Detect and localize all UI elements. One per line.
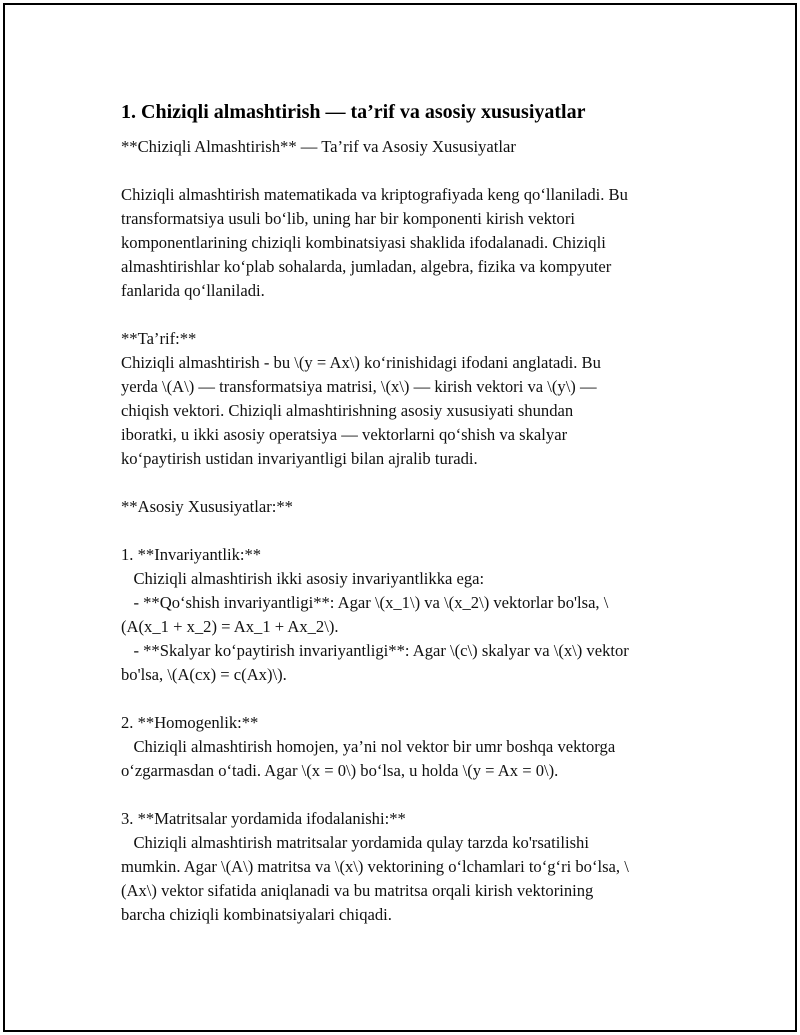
text-line: barcha chiziqli kombinatsiyalari chiqadi. [121,905,392,924]
text-line: **Chiziqli Almashtirish** — Ta’rif va Asosiy Xususiyatlar [121,137,516,156]
text-line: **Ta’rif:** [121,329,197,348]
text-line: iboratki, u ikki asosiy operatsiya — vektorlarni qo‘shish va skalyar [121,425,568,444]
text-line: 1. **Invariyantlik:** [121,545,262,564]
text-line: 2. **Homogenlik:** [121,713,259,732]
blank-line [121,519,701,543]
text-line: - **Skalyar ko‘paytirish invariyantligi**: Agar \(c\) skalyar va \(x\) vektor [121,641,629,660]
text-line: o‘zgarmasdan o‘tadi. Agar \(x = 0\) bo‘lsa, u holda \(y = Ax = 0\). [121,761,559,780]
text-line: almashtirishlar ko‘plab sohalarda, jumladan, algebra, fizika va kompyuter [121,257,612,276]
blank-line [121,783,701,807]
blank-line [121,471,701,495]
section-heading: 1. Chiziqli almashtirish — ta’rif va asosiy xususiyatlar [121,101,586,123]
text-line: 3. **Matritsalar yordamida ifodalanishi:** [121,809,406,828]
text-line: chiqish vektori. Chiziqli almashtirishning asosiy xususiyati shundan [121,401,574,420]
text-line: Chiziqli almashtirish matritsalar yordamida qulay tarzda ko'rsatilishi [121,833,589,852]
text-line: ko‘paytirish ustidan invariyantligi bilan ajralib turadi. [121,449,478,468]
text-line: **Asosiy Xususiyatlar:** [121,497,293,516]
text-line: Chiziqli almashtirish matematikada va kriptografiyada keng qo‘llaniladi. Bu [121,185,628,204]
text-line: (Ax\) vektor sifatida aniqlanadi va bu matritsa orqali kirish vektorining [121,881,594,900]
text-line: transformatsiya usuli bo‘lib, uning har bir komponenti kirish vektori [121,209,575,228]
text-line: Chiziqli almashtirish - bu \(y = Ax\) ko‘rinishidagi ifodani anglatadi. Bu [121,353,601,372]
page-frame [3,3,797,1032]
blank-line [121,687,701,711]
text-line: yerda \(A\) — transformatsiya matrisi, \(x\) — kirish vektori va \(y\) — [121,377,597,396]
blank-line [121,303,701,327]
document-content [121,99,701,927]
blank-line [121,159,701,183]
text-line: Chiziqli almashtirish homojen, ya’ni nol vektor bir umr boshqa vektorga [121,737,616,756]
text-line: bo'lsa, \(A(cx) = c(Ax)\). [121,665,287,684]
text-line: (A(x_1 + x_2) = Ax_1 + Ax_2\). [121,617,339,636]
text-line: fanlarida qo‘llaniladi. [121,281,265,300]
text-line: mumkin. Agar \(A\) matritsa va \(x\) vektorining o‘lchamlari to‘g‘ri bo‘lsa, \ [121,857,629,876]
text-line: Chiziqli almashtirish ikki asosiy invariyantlikka ega: [121,569,485,588]
text-line: komponentlarining chiziqli kombinatsiyasi shaklida ifodalanadi. Chiziqli [121,233,606,252]
document-body [121,135,701,927]
text-line: - **Qo‘shish invariyantligi**: Agar \(x_1\) va \(x_2\) vektorlar bo'lsa, \ [121,593,609,612]
